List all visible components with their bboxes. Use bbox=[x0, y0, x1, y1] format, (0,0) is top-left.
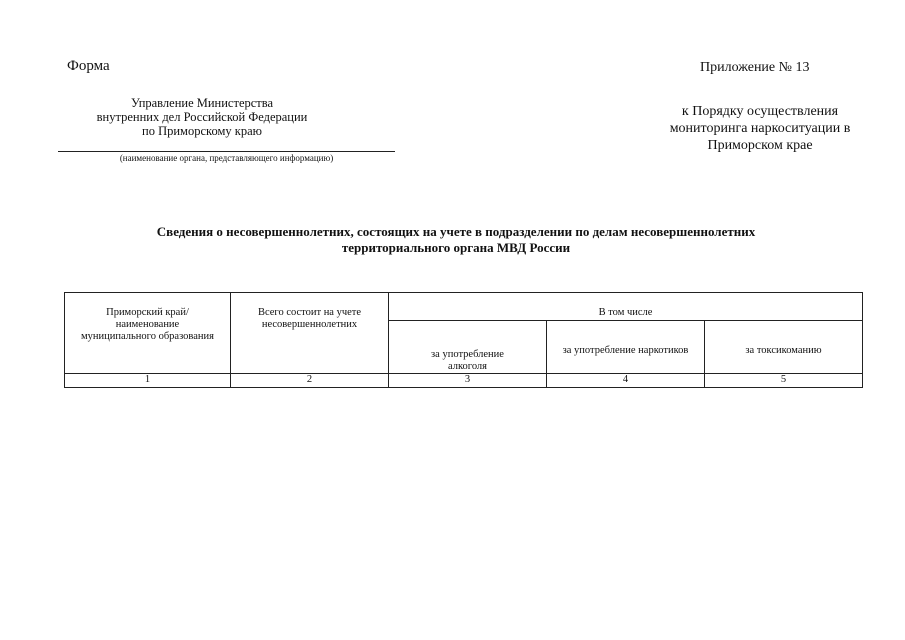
header-total bbox=[231, 293, 389, 374]
column-number: 5 bbox=[705, 374, 863, 388]
document-title bbox=[60, 224, 852, 256]
appendix-reference-line: Приморском крае bbox=[707, 138, 813, 153]
column-number: 4 bbox=[547, 374, 705, 388]
organization-line: внутренних дел Российской Федерации bbox=[96, 110, 308, 124]
column-number: 3 bbox=[389, 374, 547, 388]
header-line: за употребление наркотиков bbox=[562, 345, 689, 357]
organization-underline bbox=[58, 151, 395, 152]
appendix-reference-line: к Порядку осуществления bbox=[681, 104, 839, 119]
header-line: наименование bbox=[115, 319, 180, 330]
appendix-reference-line: мониторинга наркоситуации в bbox=[669, 121, 851, 136]
document-title-line: территориального органа МВД России bbox=[341, 240, 571, 255]
column-number: 1 bbox=[65, 374, 231, 388]
report-table bbox=[64, 292, 863, 388]
header-group-including: В том числе bbox=[389, 293, 863, 321]
form-label: Форма bbox=[67, 58, 110, 74]
header-toxicomania bbox=[705, 321, 863, 374]
organization-line: по Приморскому краю bbox=[142, 124, 262, 138]
header-line: муниципального образования bbox=[81, 331, 214, 342]
header-line: Всего состоит на учете bbox=[257, 307, 362, 318]
column-number: 2 bbox=[231, 374, 389, 388]
header-drugs bbox=[547, 321, 705, 374]
appendix-number: Приложение № 13 bbox=[700, 60, 810, 75]
header-alcohol bbox=[389, 321, 547, 374]
header-line: Приморский край/ bbox=[106, 307, 189, 318]
organization-line: Управление Министерства bbox=[130, 96, 274, 110]
header-line: за токсикоманию bbox=[745, 345, 822, 357]
header-municipality bbox=[65, 293, 231, 374]
document-title-line: Сведения о несовершеннолетних, состоящих на учете в подразделении по делам несовершеннолетних bbox=[156, 224, 756, 239]
header-line: несовершеннолетних bbox=[261, 319, 358, 330]
organization-caption: (наименование органа, представляющего информацию) bbox=[119, 153, 334, 163]
organization-name bbox=[72, 96, 332, 138]
header-line: алкоголя bbox=[447, 361, 488, 372]
header-line: за употребление bbox=[431, 349, 504, 360]
appendix-reference bbox=[640, 103, 880, 154]
